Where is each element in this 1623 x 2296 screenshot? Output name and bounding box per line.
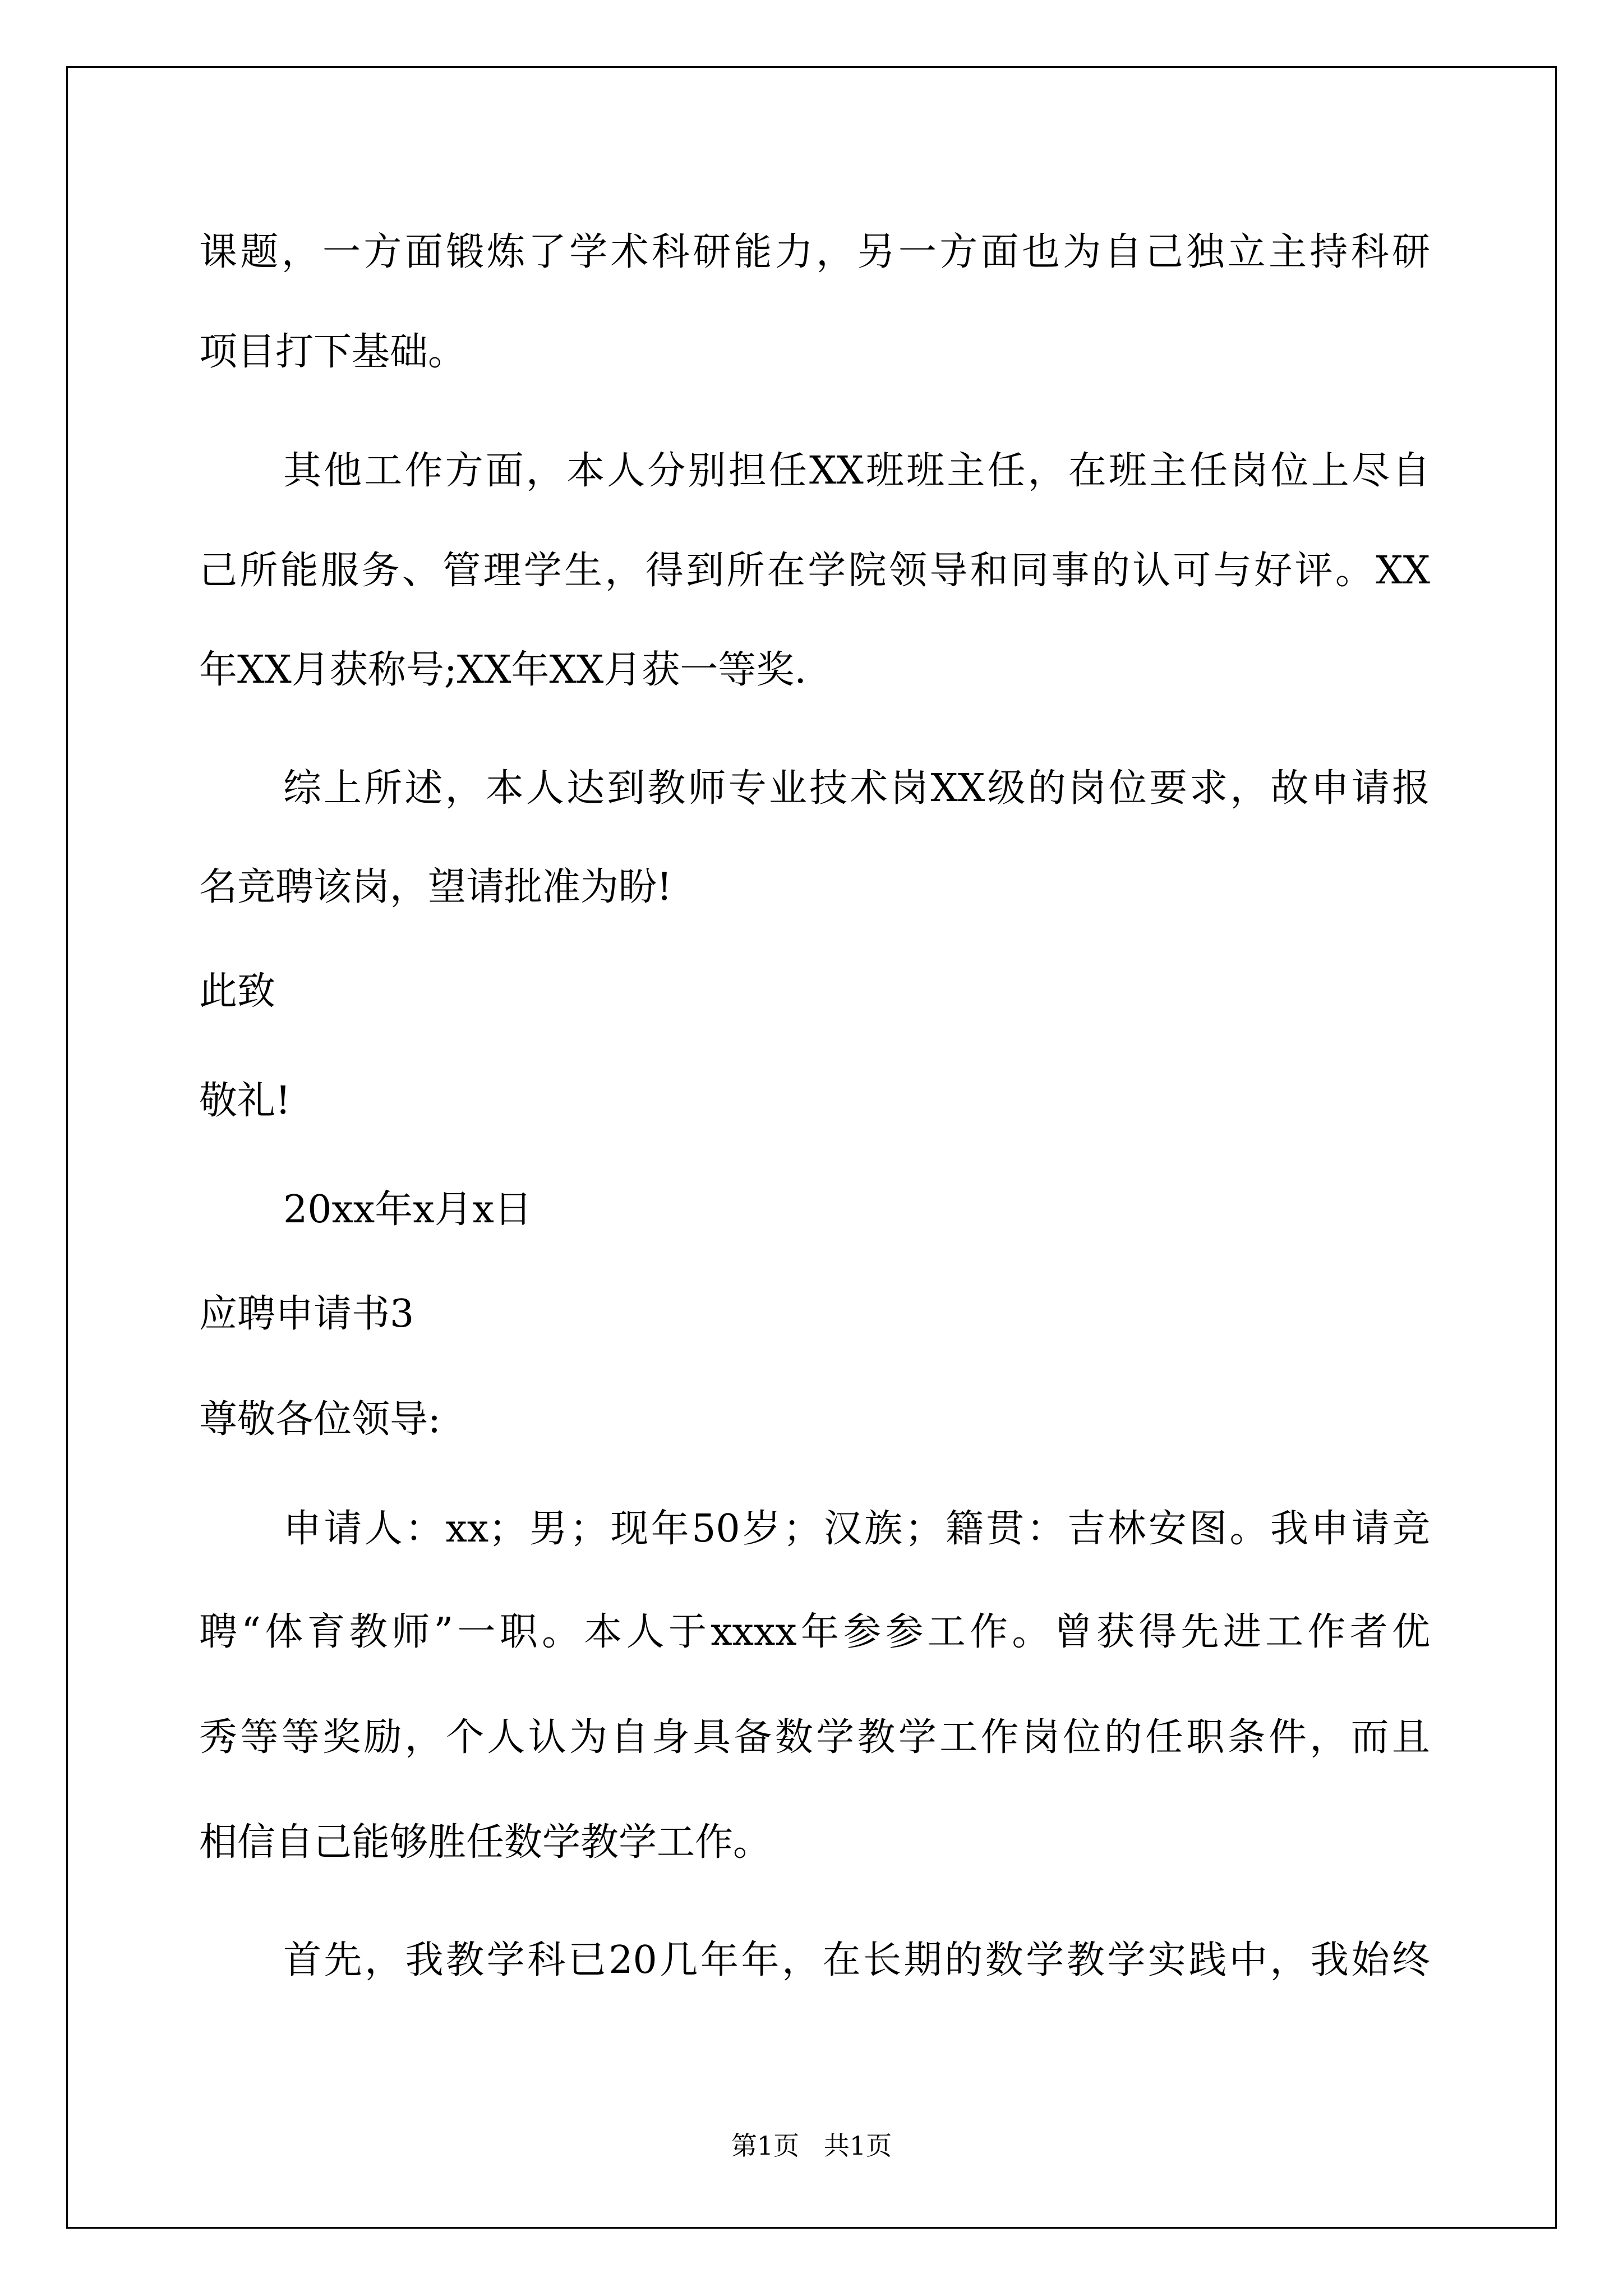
body-line: 综上所述，本人达到教师专业技术岗XX级的岗位要求，故申请报 <box>283 766 1430 811</box>
body-line: 课题，一方面锻炼了学术科研能力，另一方面也为自己独立主持科研 <box>199 230 1430 274</box>
body-line: 申请人：xx；男；现年50岁；汉族；籍贯：吉林安图。我申请竞 <box>283 1507 1430 1551</box>
body-line: 己所能服务、管理学生，得到所在学院领导和同事的认可与好评。XX <box>199 549 1430 593</box>
body-line: 聘“体育教师”一职。本人于xxxx年参参工作。曾获得先进工作者优 <box>199 1610 1430 1654</box>
body-line: 此致 <box>199 969 276 1014</box>
body-line: 其他工作方面，本人分别担任XX班班主任，在班主任岗位上尽自 <box>283 449 1430 493</box>
body-line: 名竞聘该岗，望请批准为盼! <box>199 865 672 909</box>
body-line: 年XX月获称号;XX年XX月获一等奖. <box>199 648 806 692</box>
body-line: 敬礼! <box>199 1079 291 1123</box>
body-line: 项目打下基础。 <box>199 330 467 374</box>
page-footer: 第1页 共1页 <box>731 2131 892 2161</box>
section-heading: 应聘申请书3 <box>199 1292 414 1336</box>
salutation: 尊敬各位领导: <box>199 1397 441 1442</box>
body-line: 相信自己能够胜任数学教学工作。 <box>199 1820 772 1865</box>
body-line: 秀等等奖励，个人认为自身具备数学教学工作岗位的任职条件，而且 <box>199 1715 1430 1760</box>
page-border <box>66 66 1557 2229</box>
body-line: 20xx年x月x日 <box>283 1188 532 1232</box>
body-line: 首先，我教学科已20几年年，在长期的数学教学实践中，我始终 <box>283 1938 1430 1982</box>
